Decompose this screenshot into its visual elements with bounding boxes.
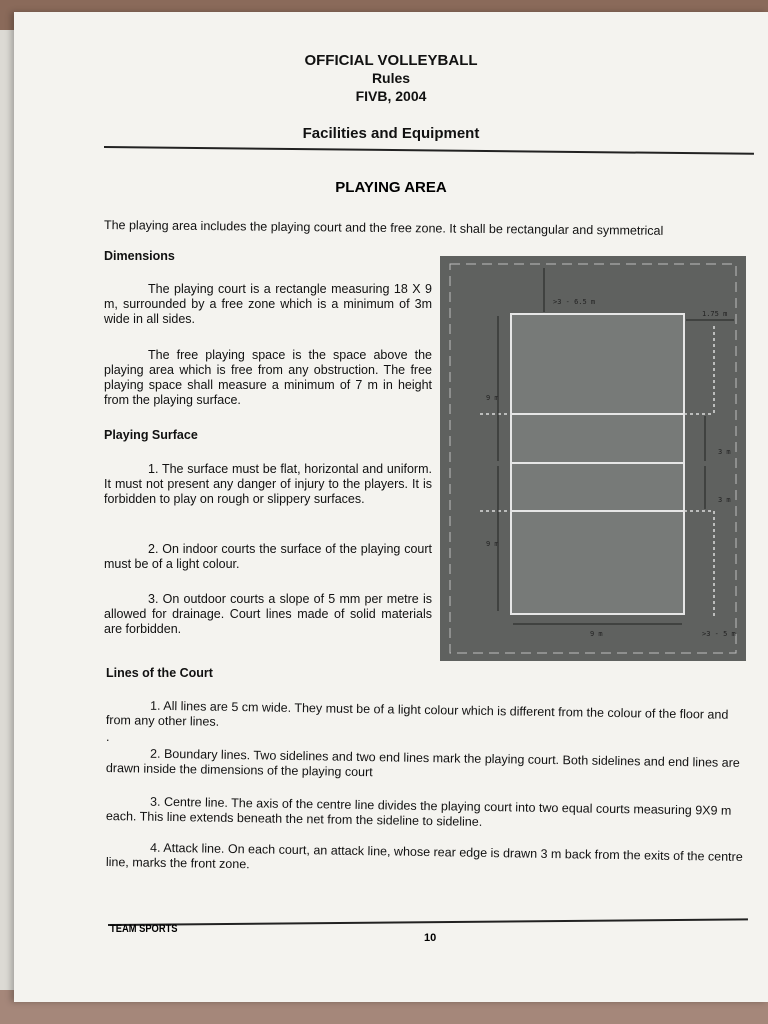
label-attack-upper: 3 m [718,448,731,456]
label-attack-lower: 3 m [718,496,731,504]
stray-dot: . [106,730,110,744]
header-rule [104,146,754,155]
surface-rule-2: 2. On indoor courts the surface of the playing court must be of a light colour. [104,542,432,571]
dimensions-heading: Dimensions [104,249,175,263]
doc-source: FIVB, 2004 [355,88,427,104]
page-number: 10 [424,932,437,944]
court-line-rule-1: 1. All lines are 5 cm wide. They must be of a light colour which is different from the colour of the floor and from any other lines. [105,698,729,729]
doc-title: OFFICIAL VOLLEYBALL [304,52,478,69]
dimensions-paragraph-2: The free playing space is the space above the playing area which is free from any obstruction. The free playing space shall measure a minimum of 7 m in height from the playing surface. [104,348,432,407]
court-line-rule-4: 4. Attack line. On each court, an attack line, whose rear edge is drawn 3 m back from the exits of the centre line, marks the front zone. [105,840,743,872]
lines-of-court-heading: Lines of the Court [106,666,213,680]
court-line-rule-2: 2. Boundary lines. Two sidelines and two end lines mark the playing court. Both sidelines and end lines are drawn inside the dimensions of the playing court [105,746,740,780]
label-left-upper: 9 m [486,394,499,402]
chapter-title: Facilities and Equipment [302,125,480,142]
label-bottom-right: >3 - 5 m [702,630,736,638]
label-bottom-width: 9 m [590,630,603,638]
footer-title: TEAM SPORTS [110,923,178,935]
doc-subtitle: Rules [371,70,411,86]
document-page [14,12,768,1002]
court-line-rule-3: 3. Centre line. The axis of the centre line divides the playing court into two equal courts measuring 9X9 m each. This line extends beneath the net from the sideline to sideline. [105,794,732,829]
surface-rule-3: 3. On outdoor courts a slope of 5 mm per metre is allowed for drainage. Court lines made of solid materials are forbidden. [104,592,432,636]
dimensions-paragraph-1: The playing court is a rectangle measuring 18 X 9 m, surrounded by a free zone which is a minimum of 3m wide in all sides. [104,282,432,326]
intro-paragraph: The playing area includes the playing court and the free zone. It shall be rectangular and symmetrical [103,218,664,238]
surface-rule-1: 1. The surface must be flat, horizontal and uniform. It must not present any danger of injury to the players. It is forbidden to play on rough or slippery surfaces. [104,462,432,506]
court-diagram [440,256,746,661]
label-top-free: >3 - 6.5 m [553,298,596,306]
footer-rule [108,918,748,926]
playing-surface-heading: Playing Surface [104,428,198,442]
court-diagram-svg [440,256,746,661]
section-title: PLAYING AREA [335,179,447,196]
label-right-free: 1.75 m [702,310,728,318]
label-left-lower: 9 m [486,540,499,548]
